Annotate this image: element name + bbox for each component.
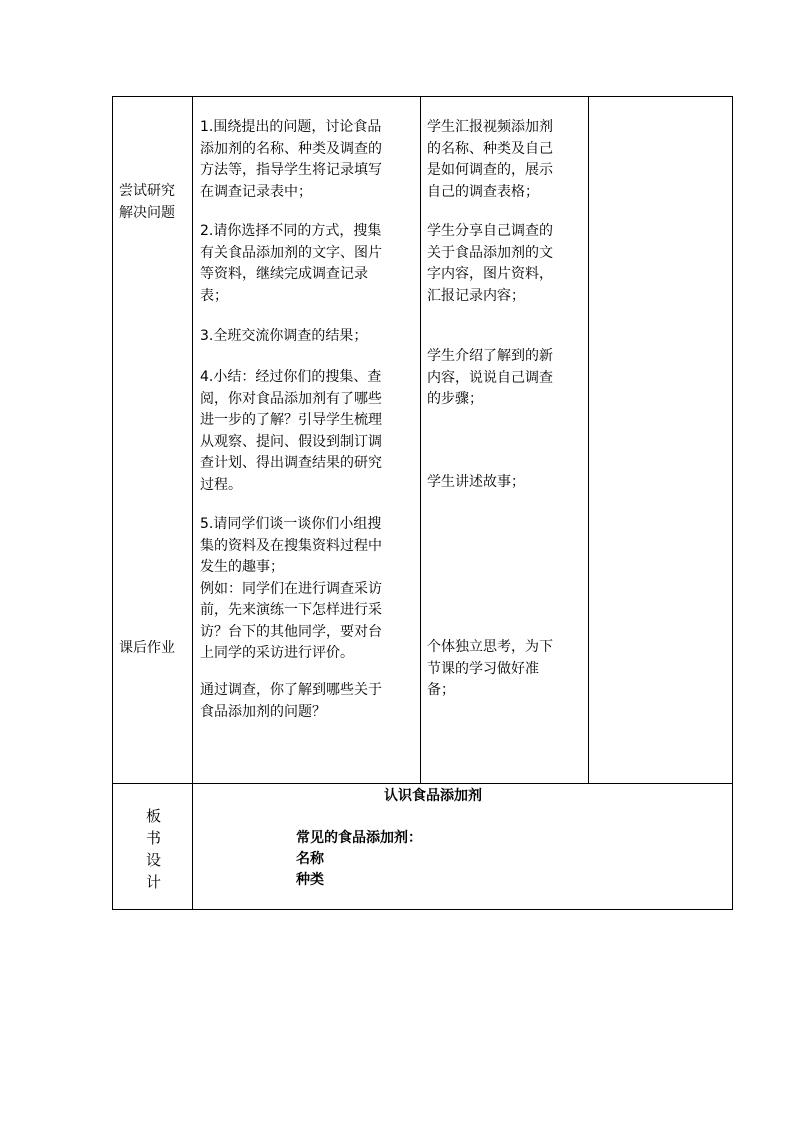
teacher-step-4: 4.小结：经过你们的搜集、查 阅，你对食品添加剂有了哪些 进一步的了解？引导学生梳理 从观察、提问、假设到制订调 查计划、得出调查结果的研究 过程。 (200, 369, 382, 493)
teacher-step-3: 3.全班交流你调查的结果； (200, 328, 368, 344)
column-divider-1 (192, 96, 193, 910)
board-item-type: 种类 (296, 872, 324, 888)
teacher-step-5: 5.请同学们谈一谈你们小组搜 集的资料及在搜集资料过程中 发生的趣事； 例如：同学们在进行调查采访 前，先来演练一下怎样进行采 访？台下的其他同学，要对台 上同学的采访进行评价。 (200, 516, 382, 661)
homework-student-activity: 个体独立思考，为下 节课的学习做好准 备； (427, 639, 553, 698)
row-divider-board (112, 783, 733, 784)
column-divider-2 (420, 96, 421, 784)
row-label-try-research: 尝试研究 解决问题 (119, 183, 175, 221)
board-label-char: 书 (146, 829, 162, 847)
student-activity-1: 学生汇报视频添加剂 的名称、种类及自己 是如何调查的，展示 自己的调查表格； (427, 119, 553, 200)
homework-question: 通过调查，你了解到哪些关于 食品添加剂的问题？ (200, 682, 382, 720)
column-divider-3 (588, 96, 589, 784)
student-activity-3: 学生介绍了解到的新 内容，说说自己调查 的步骤； (427, 348, 553, 407)
board-item-name: 名称 (296, 851, 324, 867)
row-label-homework: 课后作业 (119, 640, 175, 656)
board-subtitle: 常见的食品添加剂： (296, 830, 422, 846)
teacher-step-1: 1.围绕提出的问题，讨论食品 添加剂的名称、种类及调查的 方法等，指导学生将记录填写 在调查记录表中； (200, 119, 382, 200)
student-activity-4: 学生讲述故事； (427, 474, 525, 490)
teacher-step-2: 2.请你选择不同的方式，搜集 有关食品添加剂的文字、图片 等资料，继续完成调查记录 表； (200, 223, 382, 304)
board-title: 认识食品添加剂 (384, 788, 482, 804)
board-label-char: 板 (146, 807, 162, 825)
board-label-char: 设 (146, 851, 162, 869)
student-activity-2: 学生分享自己调查的 关于食品添加剂的文 字内容，图片资料， 汇报记录内容； (427, 223, 553, 304)
board-label-char: 计 (146, 873, 162, 891)
